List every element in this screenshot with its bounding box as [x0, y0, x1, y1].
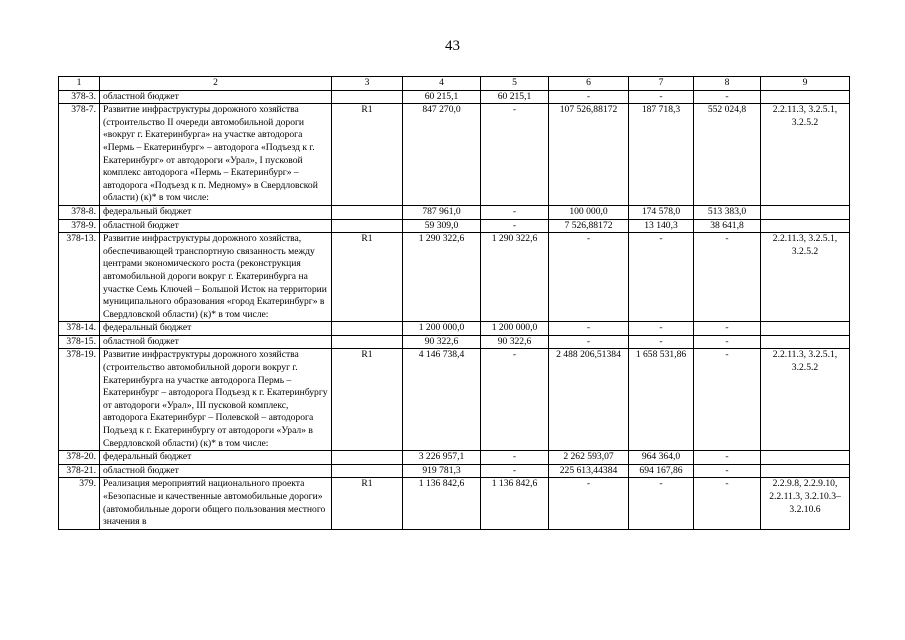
value-cell: - [629, 478, 694, 529]
row-number-cell: 378-13. [59, 233, 100, 322]
description-cell: областной бюджет [100, 464, 332, 478]
value-cell: - [629, 322, 694, 336]
description-cell: Развитие инфраструктуры дорожного хозяйства (строительство II очереди автомобильной дороги «вокруг г. Екатеринбурга» на участке автодорога «Пермь – Екатеринбург» – автодорога «Подъезд к г. Екатеринбург» от автодороги «Урал», I пусковой комплекс автодорога «Пермь – Екатеринбург» – автодорога «Подъезд к п. Медному» в Свердловской области) (к)* в том числе: [100, 104, 332, 206]
value-cell: 13 140,3 [629, 219, 694, 233]
value-cell: - [481, 205, 549, 219]
table-row [59, 219, 850, 233]
description-cell: Развитие инфраструктуры дорожного хозяйства, обеспечивающей транспортную связанность между центрами экономического роста (реконструкция автомобильной дороги вокруг г. Екатеринбурга на участке Семь Ключей – Большой Исток на территории муниципального образования «город Екатеринбург» в Свердловской области) (к)* в том числе: [100, 233, 332, 322]
row-number-cell: 378-19. [59, 349, 100, 451]
value-cell [761, 205, 850, 219]
table-row [59, 233, 850, 322]
value-cell [761, 219, 850, 233]
row-number-cell: 378-3. [59, 90, 100, 104]
value-cell: R1 [332, 104, 403, 206]
page-number: 43 [445, 38, 460, 54]
value-cell: - [481, 219, 549, 233]
budget-table [58, 76, 850, 530]
value-cell: 38 641,8 [694, 219, 761, 233]
value-cell [332, 90, 403, 104]
header-cell: 1 [59, 77, 100, 91]
value-cell: 100 000,0 [549, 205, 629, 219]
value-cell: - [481, 464, 549, 478]
value-cell: 552 024,8 [694, 104, 761, 206]
table-row [59, 464, 850, 478]
value-cell: 2.2.11.3, 3.2.5.1, 3.2.5.2 [761, 104, 850, 206]
value-cell [761, 90, 850, 104]
value-cell: 225 613,44384 [549, 464, 629, 478]
value-cell: 1 200 000,0 [481, 322, 549, 336]
value-cell [332, 451, 403, 465]
value-cell: 1 658 531,86 [629, 349, 694, 451]
value-cell: - [694, 464, 761, 478]
header-cell: 8 [694, 77, 761, 91]
value-cell: 694 167,86 [629, 464, 694, 478]
value-cell: 513 383,0 [694, 205, 761, 219]
description-cell: федеральный бюджет [100, 451, 332, 465]
header-cell: 2 [100, 77, 332, 91]
value-cell: - [694, 478, 761, 529]
value-cell: R1 [332, 233, 403, 322]
value-cell: 2.2.11.3, 3.2.5.1, 3.2.5.2 [761, 233, 850, 322]
value-cell: - [549, 335, 629, 349]
table-row [59, 104, 850, 206]
row-number-cell: 378-20. [59, 451, 100, 465]
value-cell: - [481, 349, 549, 451]
value-cell: 7 526,88172 [549, 219, 629, 233]
description-cell: областной бюджет [100, 90, 332, 104]
description-cell: областной бюджет [100, 219, 332, 233]
value-cell: - [694, 349, 761, 451]
row-number-cell: 378-21. [59, 464, 100, 478]
value-cell: - [694, 451, 761, 465]
value-cell: 1 290 322,6 [481, 233, 549, 322]
value-cell: 2 488 206,51384 [549, 349, 629, 451]
value-cell: 1 290 322,6 [403, 233, 481, 322]
value-cell: - [694, 90, 761, 104]
value-cell: 90 322,6 [481, 335, 549, 349]
value-cell: - [694, 322, 761, 336]
value-cell: - [629, 335, 694, 349]
table-row [59, 451, 850, 465]
row-number-cell: 379. [59, 478, 100, 529]
row-number-cell: 378-9. [59, 219, 100, 233]
value-cell: 1 200 000,0 [403, 322, 481, 336]
header-cell: 5 [481, 77, 549, 91]
value-cell: 59 309,0 [403, 219, 481, 233]
table-row [59, 90, 850, 104]
header-cell: 6 [549, 77, 629, 91]
value-cell: 2.2.11.3, 3.2.5.1, 3.2.5.2 [761, 349, 850, 451]
value-cell: - [694, 233, 761, 322]
value-cell: 1 136 842,6 [403, 478, 481, 529]
value-cell [761, 335, 850, 349]
row-number-cell: 378-8. [59, 205, 100, 219]
header-cell: 7 [629, 77, 694, 91]
description-cell: федеральный бюджет [100, 322, 332, 336]
value-cell: - [481, 104, 549, 206]
table-row [59, 335, 850, 349]
value-cell [332, 322, 403, 336]
value-cell: 187 718,3 [629, 104, 694, 206]
table-row [59, 322, 850, 336]
value-cell: 4 146 738,4 [403, 349, 481, 451]
description-cell: федеральный бюджет [100, 205, 332, 219]
value-cell: 174 578,0 [629, 205, 694, 219]
value-cell: 2 262 593,07 [549, 451, 629, 465]
value-cell: 847 270,0 [403, 104, 481, 206]
value-cell: 2.2.9.8, 2.2.9.10, 2.2.11.3, 3.2.10.3–3.2.10.6 [761, 478, 850, 529]
value-cell: - [629, 233, 694, 322]
description-cell: областной бюджет [100, 335, 332, 349]
table-row [59, 205, 850, 219]
description-cell: Реализация мероприятий национального проекта «Безопасные и качественные автомобильные дороги» (автомобильные дороги общего пользования местного значения в [100, 478, 332, 529]
header-cell: 9 [761, 77, 850, 91]
value-cell [332, 219, 403, 233]
row-number-cell: 378-7. [59, 104, 100, 206]
value-cell: - [549, 233, 629, 322]
value-cell [332, 335, 403, 349]
value-cell: 787 961,0 [403, 205, 481, 219]
table-row [59, 349, 850, 451]
value-cell: 964 364,0 [629, 451, 694, 465]
value-cell: 107 526,88172 [549, 104, 629, 206]
value-cell: 3 226 957,1 [403, 451, 481, 465]
value-cell: 1 136 842,6 [481, 478, 549, 529]
header-cell: 4 [403, 77, 481, 91]
value-cell: 60 215,1 [481, 90, 549, 104]
table-header-row [59, 77, 850, 91]
description-cell: Развитие инфраструктуры дорожного хозяйства (строительство автомобильной дороги вокруг г. Екатеринбурга на участке автодорога Пермь – Екатеринбург – автодорога Подъезд к г. Екатеринбургу от автодороги «Урал», III пусковой комплекс, автодорога Екатеринбург – Полевской – автодорога Подъезд к г. Екатеринбургу от автодороги «Урал» в Свердловской области) (к)* в том числе: [100, 349, 332, 451]
value-cell: - [481, 451, 549, 465]
value-cell: - [549, 478, 629, 529]
value-cell: - [694, 335, 761, 349]
row-number-cell: 378-14. [59, 322, 100, 336]
row-number-cell: 378-15. [59, 335, 100, 349]
value-cell: - [549, 322, 629, 336]
value-cell [761, 322, 850, 336]
value-cell: 60 215,1 [403, 90, 481, 104]
value-cell: 919 781,3 [403, 464, 481, 478]
value-cell [332, 464, 403, 478]
table-row [59, 478, 850, 529]
value-cell [761, 464, 850, 478]
value-cell: - [549, 90, 629, 104]
value-cell: - [629, 90, 694, 104]
value-cell: R1 [332, 478, 403, 529]
value-cell: R1 [332, 349, 403, 451]
value-cell [761, 451, 850, 465]
value-cell [332, 205, 403, 219]
value-cell: 90 322,6 [403, 335, 481, 349]
header-cell: 3 [332, 77, 403, 91]
